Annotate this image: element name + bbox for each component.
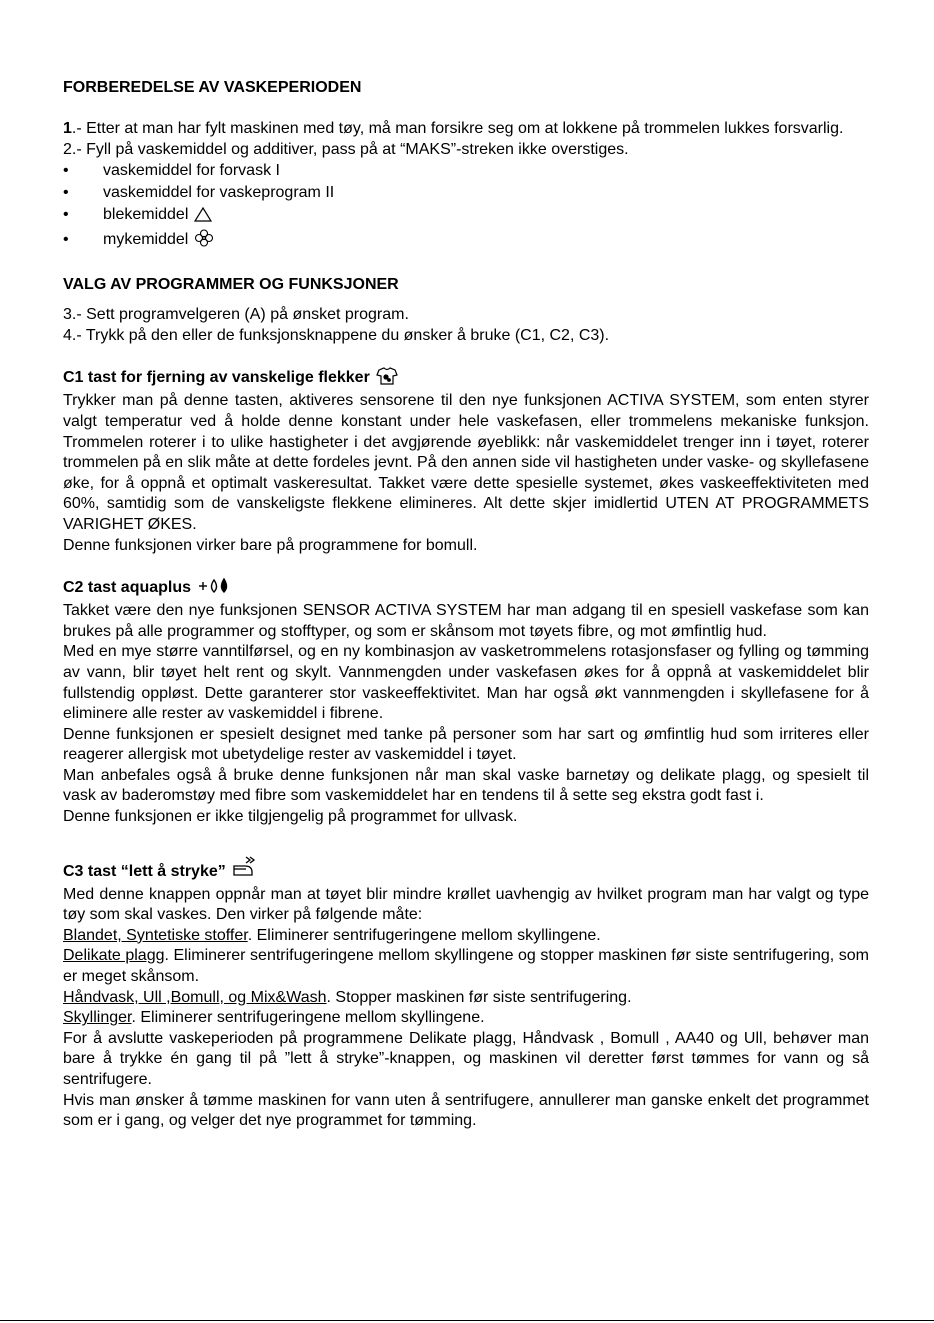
c3-item-text: . Stopper maskinen før siste sentrifugering. [326, 988, 632, 1006]
c3-heading [63, 855, 869, 885]
list-item-label: blekemiddel [103, 206, 189, 224]
list-item-label: mykemiddel [103, 231, 189, 249]
c2-paragraph-2: Med en mye større vanntilførsel, og en ny kombinasjon av vasketrommelens rotasjonsfaser og fylling og tømming av vann, blir tøyet helt rent og skylt. Vannmengden under vaskefasen økes for å oppnå at vaskemiddelet blir fullstendig oppløst. Dette garanterer stor vaskeeffektivitet. Man har også økt vannmengden i skyllefasene for å eliminere alle rester av vaskemiddel i fibrene. [63, 643, 869, 723]
section-heading-programs: VALG AV PROGRAMMER OG FUNKSJONER [63, 276, 399, 294]
c3-paragraph-2: For å avslutte vaskeperioden på programmene Delikate plagg, Håndvask , Bomull , AA40 og Ull, behøver man bare å trykke én gang til på ”lett å stryke”-knappen, og maskinen vil deretter først tømmes for vann og så sentrifugere. [63, 1029, 869, 1088]
list-item [63, 160, 869, 182]
step-2: 2.- Fyll på vaskemiddel og additiver, pass på at “MAKS”-streken ikke overstiges. [63, 140, 629, 158]
c3-item-text: . Eliminerer sentrifugeringene mellom skyllingene og stopper maskinen før siste sentrifugering, som er meget skånsom. [63, 947, 869, 986]
c2-paragraph-4: Man anbefales også å bruke denne funksjonen når man skal vaske barnetøy og delikate plagg, og spesielt til vask av baderomstøy med fibre som vaskemiddelet har en tendens til å sette seg ekstra godt fast i. [63, 766, 869, 805]
list-item [63, 204, 869, 229]
detergent-list [63, 160, 869, 254]
bullet-icon: • [63, 162, 69, 180]
c3-title: C3 tast “lett å stryke” [63, 862, 226, 880]
c3-item-label: Blandet, Syntetiske stoffer [63, 926, 248, 944]
c2-heading [63, 577, 869, 601]
c3-description: Med denne knappen oppnår man at tøyet blir mindre krøllet uavhengig av hvilket program man har valgt og type tøy som skal vaskes. Den virker på følgende måte: [63, 885, 869, 924]
step-1-text: .- Etter at man har fylt maskinen med tøy, må man forsikre seg om at lokkene på trommelen lukkes forsvarlig. [71, 120, 844, 137]
bullet-icon: • [63, 206, 69, 224]
bullet-icon: • [63, 231, 69, 249]
c2-description: Takket være den nye funksjonen SENSOR ACTIVA SYSTEM har man adgang til en spesiell vaskefase som kan brukes på alle programmer og stofftyper, og som er skånsom mot tøyets fibre, og mot ømfintlig hud. [63, 602, 869, 640]
document-page [63, 78, 869, 1132]
c3-item-delicate [63, 946, 869, 987]
c2-title: C2 tast aquaplus [63, 579, 192, 597]
c3-item-handwash [63, 988, 869, 1009]
step-1 [63, 119, 869, 140]
water-drops-icon [197, 577, 233, 601]
step-3: 3.- Sett programvelgeren (A) på ønsket program. [63, 306, 409, 324]
c3-item-text: . Eliminerer sentrifugeringene mellom skyllingene. [247, 926, 601, 944]
flower-icon [194, 229, 214, 254]
c1-heading [63, 367, 869, 391]
c3-item-mixed [63, 926, 869, 947]
c3-item-label: Skyllinger [63, 1009, 132, 1027]
section-heading-preparation: FORBEREDELSE AV VASKEPERIODEN [63, 79, 362, 96]
c3-item-rinse [63, 1008, 869, 1029]
c2-paragraph-3: Denne funksjonen er spesielt designet med tanke på personer som har sart og ømfintlig hud som irriteres eller reagerer allergisk mot ubetydelige rester av vaskemiddel i tøyet. [63, 725, 869, 764]
c3-item-label: Håndvask, Ull ,Bomull, og Mix&Wash [63, 988, 327, 1006]
c3-paragraph-3: Hvis man ønsker å tømme maskinen for vann uten å sentrifugere, annullerer man ganske enkelt det programmet som er i gang, og velger det nye programmet for tømming. [63, 1091, 869, 1130]
stain-shirt-icon [376, 367, 398, 391]
c1-title: C1 tast for fjerning av vanskelige flekker [63, 369, 370, 387]
step-1-number: 1 [63, 120, 72, 137]
easy-iron-icon [232, 855, 256, 885]
bottom-divider [0, 1320, 934, 1321]
c3-item-text: . Eliminerer sentrifugeringene mellom skyllingene. [131, 1009, 485, 1027]
list-item-label: vaskemiddel for forvask I [103, 162, 280, 180]
list-item [63, 182, 869, 204]
c1-note: Denne funksjonen virker bare på programmene for bomull. [63, 536, 478, 554]
list-item-label: vaskemiddel for vaskeprogram II [103, 184, 335, 202]
triangle-icon [194, 207, 212, 229]
c2-note: Denne funksjonen er ikke tilgjengelig på programmet for ullvask. [63, 808, 518, 826]
bullet-icon: • [63, 184, 69, 202]
list-item [63, 229, 869, 254]
c3-item-label: Delikate plagg [63, 947, 165, 965]
c1-description: Trykker man på denne tasten, aktiveres sensorene til den nye funksjonen ACTIVA SYSTEM, som enten styrer valgt temperatur ved å holde denne konstant under hele vaskefasen, eller trommelens mekaniske funksjon. Trommelen roterer i to ulike hastigheter i det avgjørende øyeblikk: når vaskemiddelet trenger inn i tøyet, roterer trommelen på en slik måte at dette fordeles jevnt. På den annen side vil hastigheten under vaske- og skyllefasene øke, for å oppnå et optimalt vaskeresultat. Takket være dette spesielle systemet, økes vaskeeffektiviteten med 60%, samtidig som de vanskeligste flekkene elimineres. Alt dette skjer imidlertid UTEN AT PROGRAMMETS VARIGHET ØKES. [63, 392, 869, 533]
step-4: 4.- Trykk på den eller de funksjonsknappene du ønsker å bruke (C1, C2, C3). [63, 326, 610, 344]
